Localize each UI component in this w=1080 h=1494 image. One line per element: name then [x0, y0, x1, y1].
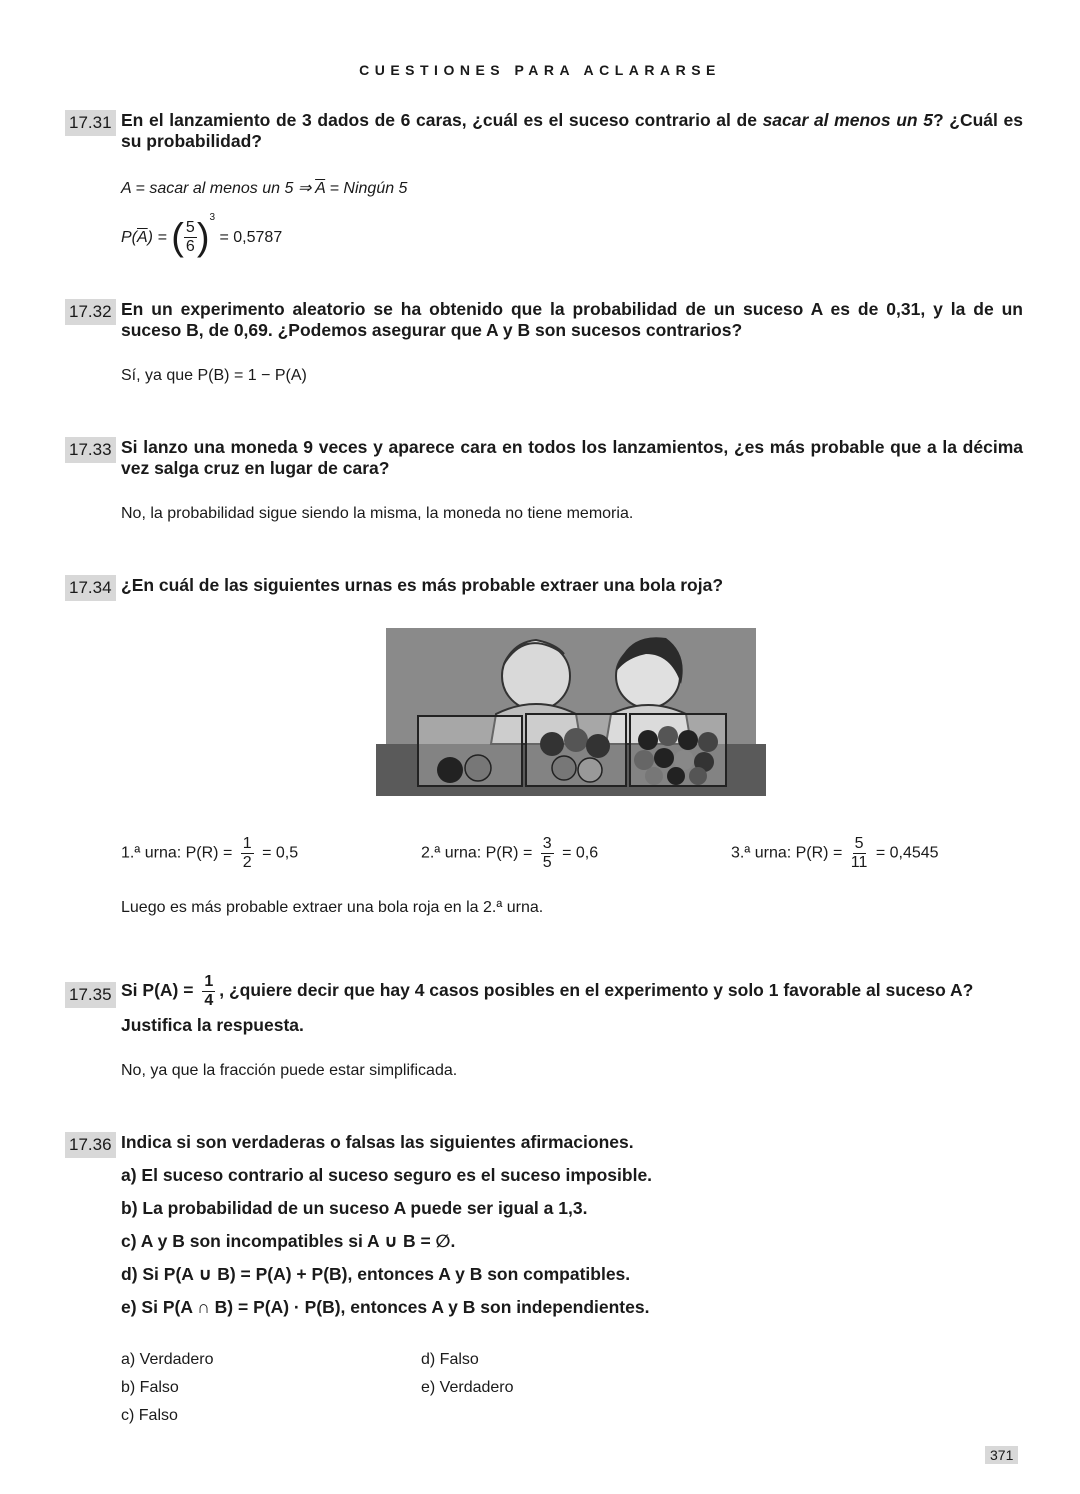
question-text: En el lanzamiento de 3 dados de 6 caras, ¿cuál es el suceso contrario al de sacar al menos un 5? ¿Cuál es su probabilidad?	[121, 110, 1023, 151]
question-number: 17.32	[65, 299, 116, 325]
answer-17-32: Sí, ya que P(B) = 1 − P(A)	[121, 367, 307, 384]
urns-illustration	[376, 624, 766, 796]
question-number: 17.33	[65, 437, 116, 463]
statements-list	[121, 1159, 1023, 1324]
question-17-31	[65, 110, 1023, 152]
urn-2-probability: 2.ª urna: P(R) = $\frac{3}{5}$ = 0,6	[421, 835, 599, 871]
question-text: Si lanzo una moneda 9 veces y aparece cara en todos los lanzamientos, ¿es más probable que a la décima vez salga cruz en lugar de cara?	[121, 437, 1023, 478]
answer-e: e) Verdadero	[421, 1379, 514, 1396]
statement-d: d) Si P(A ∪ B) = P(A) + P(B), entonces A y B son compatibles.	[121, 1264, 631, 1284]
fraction: $\frac{5}{11}$	[850, 835, 868, 871]
fraction: $\frac{1}{4}$	[204, 973, 214, 1009]
question-number: 17.34	[65, 575, 116, 601]
statement-b: b) La probabilidad de un suceso A puede ser igual a 1,3.	[121, 1198, 588, 1218]
statement-e: e) Si P(A ∩ B) = P(A) · P(B), entonces A y B son independientes.	[121, 1297, 650, 1317]
answer-17-33: No, la probabilidad sigue siendo la misma, la moneda no tiene memoria.	[121, 505, 634, 522]
answer-b: b) Falso	[121, 1379, 179, 1396]
page-number: 371	[985, 1446, 1018, 1464]
answer-d: d) Falso	[421, 1351, 479, 1368]
answer-a: a) Verdadero	[121, 1351, 214, 1368]
answer-c: c) Falso	[121, 1407, 178, 1424]
question-number: 17.31	[65, 110, 116, 136]
question-text: Si P(A) = $\frac{1}{4}$ , ¿quiere decir que hay 4 casos posibles en el experimento y solo 1 favorable al suceso A? Justifica la respuesta.	[121, 973, 974, 1035]
question-text: ¿En cuál de las siguientes urnas es más probable extraer una bola roja?	[121, 575, 724, 595]
urn-1-probability: 1.ª urna: P(R) = $\frac{1}{2}$ = 0,5	[121, 835, 299, 871]
question-text: Indica si son verdaderas o falsas las siguientes afirmaciones.	[121, 1132, 634, 1152]
question-17-34	[65, 575, 1023, 596]
answer-17-31-line1: A = sacar al menos un 5 ⇒ $\overline{A}$ = Ningún 5	[121, 180, 408, 197]
question-17-35	[65, 974, 1023, 1042]
fraction: $\frac{1}{2}$	[242, 835, 252, 871]
urn-3-probability: 3.ª urna: P(R) = $\frac{5}{11}$ = 0,4545	[731, 835, 939, 871]
section-header: CUESTIONES PARA ACLARARSE	[359, 62, 721, 78]
statement-a: a) El suceso contrario al suceso seguro es el suceso imposible.	[121, 1165, 653, 1185]
question-17-33	[65, 437, 1023, 479]
question-17-32	[65, 299, 1023, 341]
fraction: $\frac{5}{6}$	[185, 219, 195, 256]
answers-right-column	[421, 1346, 514, 1402]
question-text: En un experimento aleatorio se ha obtenido que la probabilidad de un suceso A es de 0,31, y la de un suceso B, de 0,69. ¿Podemos asegurar que A y B son sucesos contrarios?	[121, 299, 1023, 340]
answers-left-column	[121, 1346, 214, 1430]
answer-17-31-line2: $P(\overline{A})$ = ( $\frac{5}{6}$ )$^3$ = 0,5787	[121, 212, 283, 259]
question-number: 17.36	[65, 1132, 116, 1158]
fraction: $\frac{3}{5}$	[542, 835, 552, 871]
answer-17-35: No, ya que la fracción puede estar simplificada.	[121, 1062, 458, 1079]
question-number: 17.35	[65, 982, 116, 1008]
answer-17-34-conclusion: Luego es más probable extraer una bola roja en la 2.ª urna.	[121, 899, 544, 916]
question-17-36	[65, 1132, 1023, 1324]
statement-c: c) A y B son incompatibles si A ∪ B = ∅.	[121, 1231, 456, 1251]
